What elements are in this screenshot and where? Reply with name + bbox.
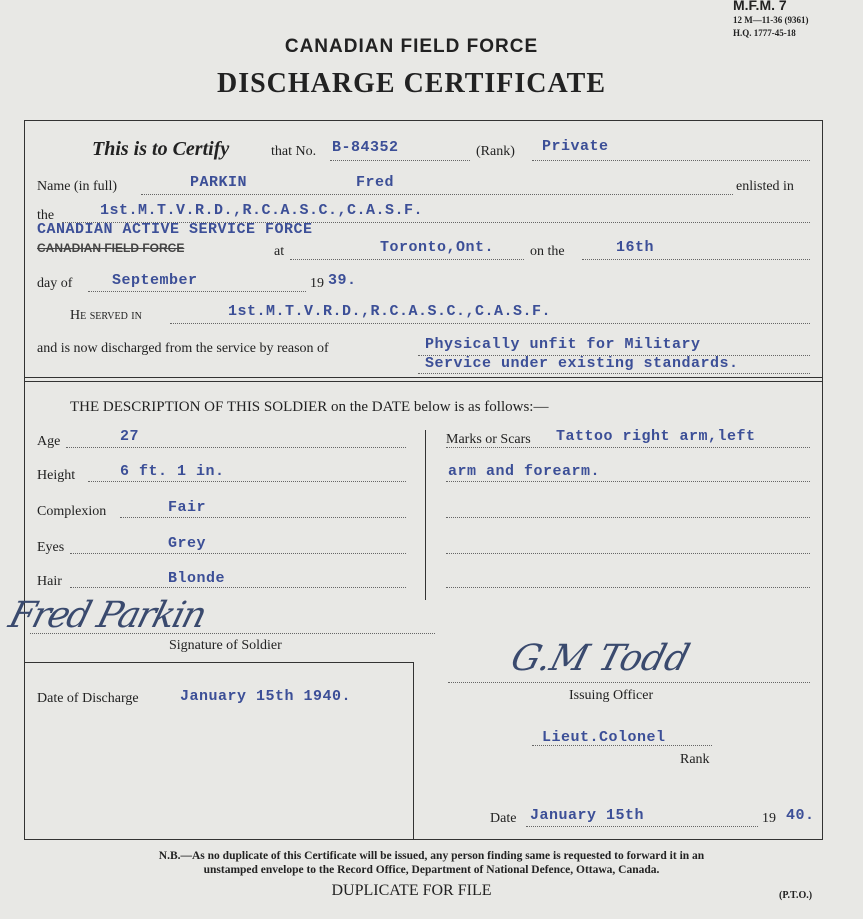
reason-line2: Service under existing standards. — [425, 355, 739, 372]
reason-label: and is now discharged from the service by reason of — [37, 341, 329, 356]
issuing-officer-label: Issuing Officer — [569, 688, 654, 703]
age-value: 27 — [120, 428, 140, 445]
signature-label: Signature of Soldier — [169, 638, 282, 653]
enlist-day: 16th — [616, 239, 655, 256]
served-label: He served in — [70, 308, 142, 323]
printed-force-struck: CANADIAN FIELD FORCE — [37, 241, 185, 255]
unit-value: 1st.M.T.V.R.D.,R.C.A.S.C.,C.A.S.F. — [100, 202, 424, 219]
soldier-signature: Fred Parkin — [4, 595, 210, 636]
year-prefix: 19 — [310, 276, 324, 291]
typed-force: CANADIAN ACTIVE SERVICE FORCE — [37, 221, 313, 238]
officer-signature: G.M Todd — [506, 638, 694, 679]
marks-line2: arm and forearm. — [448, 463, 601, 480]
rank-label: (Rank) — [476, 144, 515, 159]
discharge-label: Date of Discharge — [37, 691, 139, 706]
date-label: Date — [490, 811, 517, 826]
enlist-month: September — [112, 272, 198, 289]
served-unit: 1st.M.T.V.R.D.,R.C.A.S.C.,C.A.S.F. — [228, 303, 552, 320]
number-label: that No. — [271, 144, 317, 159]
marks-line1: Tattoo right arm,left — [556, 428, 756, 445]
column-divider — [425, 430, 426, 600]
complexion-label: Complexion — [37, 504, 107, 519]
officer-rank: Lieut.Colonel — [542, 729, 666, 746]
eyes-value: Grey — [168, 535, 207, 552]
page-title: DISCHARGE CERTIFICATE — [216, 68, 606, 99]
nb-notice: N.B.—As no duplicate of this Certificate will be issued, any person finding same is requested to forward it in an — [158, 850, 705, 862]
height-label: Height — [37, 468, 76, 483]
age-label: Age — [37, 434, 61, 449]
enlist-year: 39. — [328, 272, 357, 289]
form-code-line: 12 M—11-36 (9361) — [733, 15, 809, 25]
certify-lead: This is to Certify — [92, 138, 230, 160]
enlisted-label: enlisted in — [736, 179, 794, 194]
form-code-line: H.Q. 1777-45-18 — [733, 28, 796, 38]
subtitle: CANADIAN FIELD FORCE — [284, 36, 539, 57]
description-heading: THE DESCRIPTION OF THIS SOLDIER on the DATE below is as follows:— — [70, 399, 549, 415]
complexion-value: Fair — [168, 499, 207, 516]
given-name: Fred — [356, 174, 395, 191]
the-label: the — [37, 208, 55, 223]
pto-label: (P.T.O.) — [779, 890, 813, 901]
height-value: 6 ft. 1 in. — [120, 463, 225, 480]
reason-line1: Physically unfit for Military — [425, 336, 701, 353]
marks-label: Marks or Scars — [446, 432, 531, 447]
name-label: Name (in full) — [37, 179, 118, 194]
hair-label: Hair — [37, 574, 62, 589]
date-value: January 15th — [530, 807, 645, 824]
enlist-place: Toronto,Ont. — [380, 239, 495, 256]
date-year-prefix: 19 — [762, 811, 776, 826]
service-number: B-84352 — [332, 139, 399, 156]
divider — [24, 377, 822, 382]
at-label: at — [274, 244, 285, 259]
surname: PARKIN — [190, 174, 248, 191]
hair-value: Blonde — [168, 570, 226, 587]
discharge-date: January 15th 1940. — [180, 688, 352, 705]
form-code: M.F.M. 7 — [733, 0, 787, 13]
nb-notice-line2: unstamped envelope to the Record Office, Department of National Defence, Ottawa, Canada. — [203, 864, 660, 876]
rank-value: Private — [542, 138, 609, 155]
rank-label: Rank — [680, 752, 710, 767]
eyes-label: Eyes — [37, 540, 65, 555]
day-of-label: day of — [37, 276, 73, 291]
duplicate-label: DUPLICATE FOR FILE — [331, 882, 492, 899]
on-the-label: on the — [530, 244, 565, 259]
date-year: 40. — [786, 807, 815, 824]
